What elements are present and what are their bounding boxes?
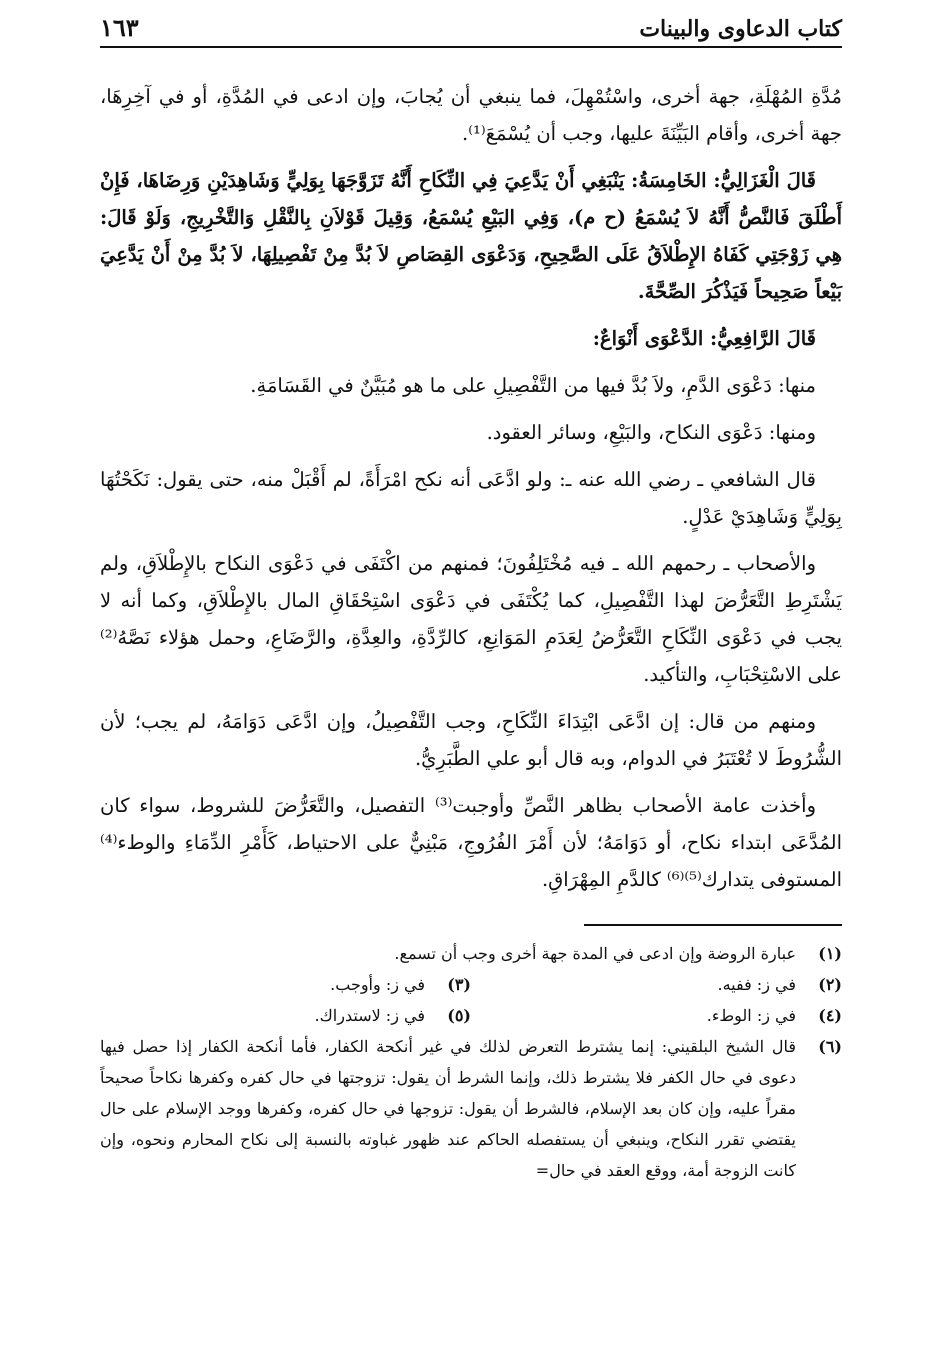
footnote-5: [100, 1000, 471, 1031]
footnote-number: (١): [818, 944, 842, 963]
footnote-2: [471, 969, 842, 1000]
footnote-divider: [584, 924, 842, 926]
footnote-number: (٤): [818, 1006, 842, 1025]
paragraph-others: ومنهم من قال: إن ادَّعَى ابْتِدَاءَ النِّكَاحِ، وجب التَّفْصِيلُ، وإن ادَّعَى دَوَامَهُ، لم يجب؛ لأن الشُّرُوطَ لا تُعْتَبَرُ في الدوام، وبه قال أبو علي الطَّبَرِيُّ.: [100, 710, 842, 770]
footnote-text: في ز: الوطء.: [706, 1006, 796, 1025]
page-header: [100, 8, 842, 48]
paragraph-marriage-claim: ومنها: دَعْوَى النكاح، والبَيْعِ، وسائر العقود.: [486, 421, 816, 444]
page-number: ١٦٣: [100, 13, 139, 42]
paragraph-rafii-heading: قَالَ الرَّافِعِيُّ: الدَّعْوَى أَنْوَاعٌ:: [592, 327, 816, 350]
footnote-1: [100, 938, 842, 969]
footnote-number: (٦): [818, 1037, 842, 1056]
main-text: [100, 78, 842, 898]
footnote-4: [471, 1000, 842, 1031]
footnote-text: في ز: ففيه.: [717, 975, 796, 994]
paragraph-continuation: مُدَّةِ المُهْلَةِ، جهة أخرى، واسْتُمْهِلَ، فما ينبغي أن يُجابَ، وإن ادعى في المُدَّةِ، أو في آخِرِهَا، جهة أخرى، وأقام البَيِّنَةَ عليها، وجب أن يُسْمَعَ⁽¹⁾.: [100, 85, 842, 145]
footnote-pair-4-5: [100, 1000, 842, 1031]
footnote-number: (٥): [447, 1006, 471, 1025]
footnote-text: عبارة الروضة وإن ادعى في المدة جهة أخرى وجب أن تسمع.: [394, 944, 796, 963]
footnote-pair-2-3: [100, 969, 842, 1000]
footnote-6: [100, 1031, 842, 1186]
paragraph-blood-claim: منها: دَعْوَى الدَّمِ، ولاَ بُدَّ فيها من التَّفْصِيلِ على ما هو مُبَيَّنٌ في القَسَامَةِ.: [250, 374, 816, 397]
paragraph-companions: والأصحاب ـ رحمهم الله ـ فيه مُخْتَلِفُونَ؛ فمنهم من اكْتَفَى في دَعْوَى النكاح بالإِطْلاَقِ، ولم يَشْتَرِطِ التَّعَرُّضَ لهذا التَّفْصِيلِ، كما يُكْتَفَى في دَعْوَى اسْتِحْقَاقِ المال بالإِطْلاَقِ، وكما أنه لا يجب في دَعْوَى النِّكَاحِ التَّعَرُّضُ لِعَدَمِ المَوَانِعِ، كالرِّدَّةِ، والعِدَّةِ، والرَّضَاعِ، وحمل هؤلاء نَصَّهُ⁽²⁾ على الاسْتِحْبَابِ، والتأكيد.: [100, 552, 842, 686]
footnotes: [100, 938, 842, 1186]
footnote-number: (٢): [818, 975, 842, 994]
running-title: كتاب الدعاوى والبينات: [639, 16, 842, 42]
paragraph-shafii: قال الشافعي ـ رضي الله عنه ـ: ولو ادَّعَى أنه نكح امْرَأَةً، لم أَقْبَلْ منه، حتى يقول: نَكَحْتُهَا بِوَلِيٍّ وَشَاهِدَيْ عَدْلٍ.: [100, 468, 842, 528]
paragraph-general: وأخذت عامة الأصحاب بظاهر النَّصِّ وأوجبت⁽³⁾ التفصيل، والتَّعَرُّضَ للشروط، سواء كان المُدَّعَى ابتداء نكاح، أو دَوَامَهُ؛ لأن أَمْرَ الفُرُوجِ، مَبْنِيٌّ على الاحتياط، كَأَمْرِ الدِّمَاءِ والوطء⁽⁴⁾ المستوفى يتدارك⁽⁵⁾⁽⁶⁾ كالدَّمِ المِهْرَاقِ.: [100, 794, 842, 891]
footnote-text: قال الشيخ البلقيني: إنما يشترط التعرض لذلك في غير أنكحة الكفار، فأما أنكحة الكفار إذا حصل فيها دعوى في حال الكفر فلا يشترط ذلك، وإنما الشرط أن يقول: تزوجتها في حال كفره وكفرها نكاحاً صحيحاً مقراً عليه، وإن كان بعد الإسلام، فالشرط أن يقول: تزوجها في حال كفره، وكفرها ووجد الإسلام على حال يقتضي تقرر النكاح، وينبغي أن يستفصله الحاكم عند ظهور غباوته بالنسبة إلى نكاح المحارم ونحوه، وإن كانت الزوجة أمة، ووقع العقد في حال=: [100, 1037, 797, 1180]
footnote-number: (٣): [447, 975, 471, 994]
footnote-text: في ز: وأوجب.: [330, 975, 425, 994]
paragraph-ghazali: قَالَ الْغَزَالِيُّ: الخَامِسَةُ: يَنْبَغِي أَنْ يَدَّعِيَ فِي النِّكَاحِ أَنَّهُ تَزَوَّجَهَا بِوَلِيٍّ وَشَاهِدَيْنِ وَرِضَاهَا، فَإِنْ أَطْلَقَ فَالنَّصُّ أَنَّهُ لاَ يُسْمَعُ (ح م)، وَفِي البَيْعِ يُسْمَعُ، وَقِيلَ قَوْلاَنِ بِالنَّقْلِ وَالتَّخْرِيجِ، وَلَوْ قَالَ: هِي زَوْجَتِي كَفَاهُ الإِطْلاَقُ عَلَى الصَّحِيحِ، وَدَعْوَى القِصَاصِ لاَ بُدَّ مِنْ تَفْصِيلِهَا، لاَ بُدَّ مِنْ أَنْ يَدَّعِيَ بَيْعاً صَحِيحاً فَيَذْكُرَ الصِّحَّةَ.: [100, 169, 842, 303]
footnote-text: في ز: لاستدراك.: [314, 1006, 425, 1025]
footnote-3: [100, 969, 471, 1000]
